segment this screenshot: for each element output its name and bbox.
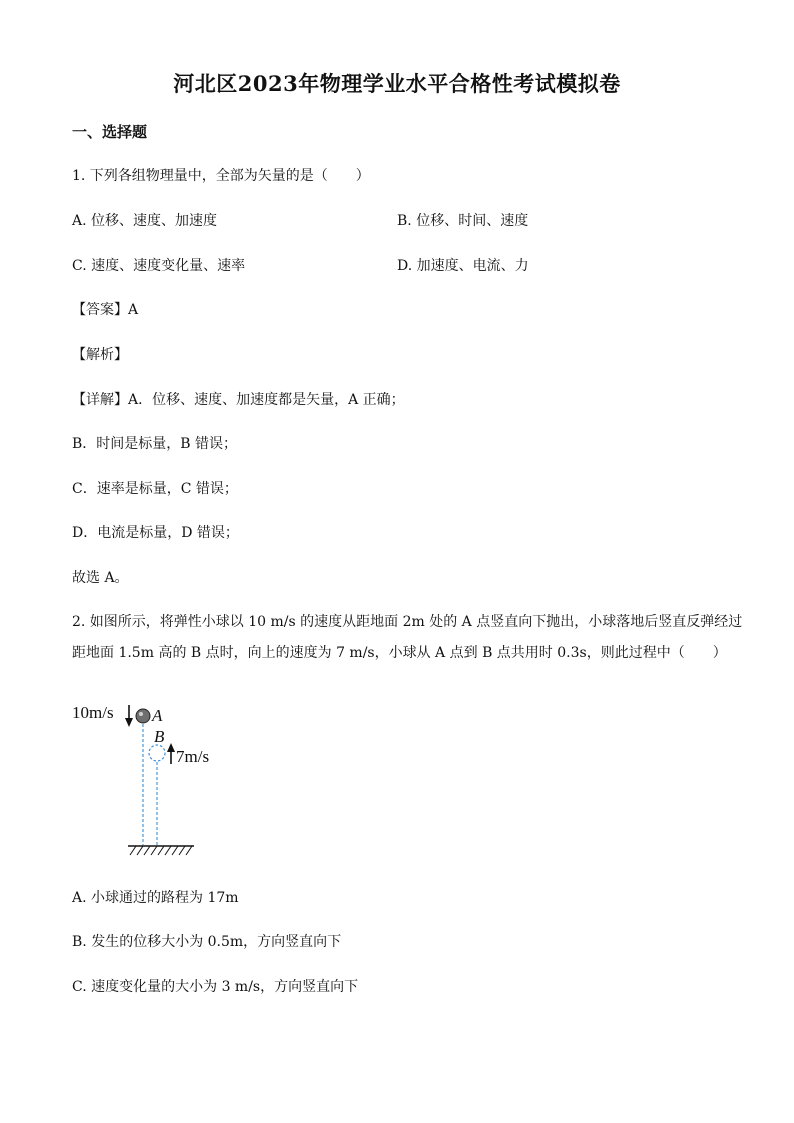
q1-answer: 【答案】A [72,302,139,318]
arrow-up-icon [167,743,175,764]
q1-stem: 1. 下列各组物理量中，全部为矢量的是（ ） [72,168,370,184]
q1-detail-d: D．电流是标量，D 错误； [72,525,239,541]
q2-option-c: C. 速度变化量的大小为 3 m/s，方向竖直向下 [72,979,359,995]
ground-hatch [128,846,194,855]
figure-label-10ms: 10m/s [72,703,114,722]
q2-stem-line2: 距地面 1.5m 高的 B 点时，向上的速度为 7 m/s，小球从 A 点到 B 点共用时 0.3s，则此过程中（ ） [72,645,727,661]
figure-label-a: A [152,706,163,725]
q1-option-a: A. 位移、速度、加速度 [72,213,218,229]
section-heading: 一、选择题 [72,123,148,141]
arrow-down-icon [125,705,133,727]
q1-option-c: C. 速度、速度变化量、速率 [72,258,246,274]
ball-bounce-figure [70,700,230,860]
figure-label-b: B [154,727,165,746]
q1-conclusion: 故选 A。 [72,570,129,586]
q1-detail-a: 【详解】A．位移、速度、加速度都是矢量，A 正确； [72,392,405,408]
page-title: 河北区2023年物理学业水平合格性考试模拟卷 [173,71,621,96]
q1-option-b: B. 位移、时间、速度 [397,213,529,229]
q1-detail-b: B．时间是标量，B 错误； [72,436,238,452]
q2-stem-line1: 2. 如图所示，将弹性小球以 10 m/s 的速度从距地面 2m 处的 A 点竖直向下抛出，小球落地后竖直反弹经过 [72,614,743,630]
q2-option-b: B. 发生的位移大小为 0.5m，方向竖直向下 [72,934,342,950]
q2-option-a: A. 小球通过的路程为 17m [72,890,239,906]
ball-b-icon [149,745,165,761]
figure-label-7ms: 7m/s [176,747,210,766]
q1-analysis: 【解析】 [72,347,128,363]
q1-option-d: D. 加速度、电流、力 [397,258,529,274]
q1-detail-c: C．速率是标量，C 错误； [72,481,238,497]
ball-a-icon [136,709,150,723]
